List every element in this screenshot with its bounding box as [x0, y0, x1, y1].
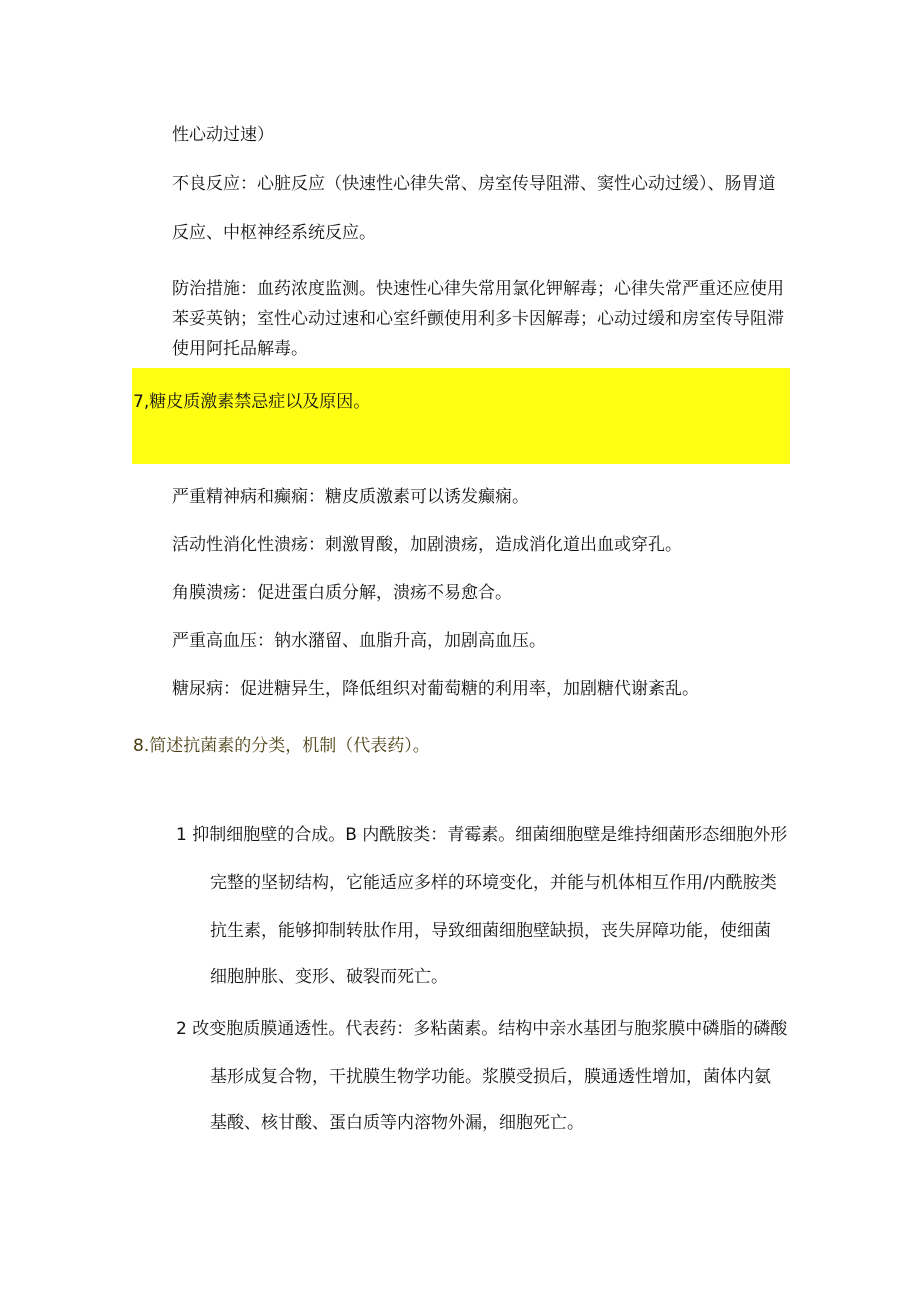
antibiotic-item-1-line-1: 1 抑制细胞壁的合成。B 内酰胺类：青霉素。细菌细胞壁是维持细菌形态细胞外形: [176, 825, 788, 845]
question-7-heading: 7,糖皮质激素禁忌症以及原因。: [133, 392, 371, 412]
prevention-line-2: 苯妥英钠；室性心动过速和心室纤颤使用利多卡因解毒；心动过缓和房室传导阻滞: [172, 309, 784, 329]
antibiotic-item-1-line-2: 完整的坚韧结构，它能适应多样的环境变化，并能与机体相互作用/内酰胺类: [210, 873, 777, 893]
antibiotic-item-2-line-2: 基形成复合物，干扰膜生物学功能。浆膜受损后，膜通透性增加，菌体内氨: [210, 1067, 771, 1087]
contraindication-item: 角膜溃疡：促进蛋白质分解，溃疡不易愈合。: [172, 583, 512, 603]
contraindication-item: 糖尿病：促进糖异生，降低组织对葡萄糖的利用率，加剧糖代谢紊乱。: [172, 679, 699, 699]
adverse-reaction-line-2: 反应、中枢神经系统反应。: [172, 223, 376, 243]
continued-text-line: 性心动过速）: [172, 125, 274, 145]
question-8-heading: 8.简述抗菌素的分类，机制（代表药）。: [133, 736, 430, 756]
antibiotic-item-2-line-3: 基酸、核甘酸、蛋白质等内溶物外漏，细胞死亡。: [210, 1113, 584, 1133]
prevention-line-1: 防治措施：血药浓度监测。快速性心律失常用氯化钾解毒；心律失常严重还应使用: [172, 279, 784, 299]
contraindication-item: 严重高血压：钠水潴留、血脂升高，加剧高血压。: [172, 631, 546, 651]
adverse-reaction-line-1: 不良反应：心脏反应（快速性心律失常、房室传导阻滞、窦性心动过缓）、肠胃道: [172, 174, 776, 194]
contraindication-item: 严重精神病和癫痫：糖皮质激素可以诱发癫痫。: [172, 487, 529, 507]
prevention-line-3: 使用阿托品解毒。: [172, 339, 308, 359]
question-7-highlight: [132, 368, 790, 464]
antibiotic-item-1-line-4: 细胞肿胀、变形、破裂而死亡。: [210, 967, 448, 987]
antibiotic-item-2-line-1: 2 改变胞质膜通透性。代表药：多粘菌素。结构中亲水基团与胞浆膜中磷脂的磷酸: [176, 1019, 788, 1039]
antibiotic-item-1-line-3: 抗生素，能够抑制转肽作用，导致细菌细胞壁缺损，丧失屏障功能，使细菌: [210, 921, 771, 941]
contraindication-item: 活动性消化性溃疡：刺激胃酸，加剧溃疡，造成消化道出血或穿孔。: [172, 535, 682, 555]
